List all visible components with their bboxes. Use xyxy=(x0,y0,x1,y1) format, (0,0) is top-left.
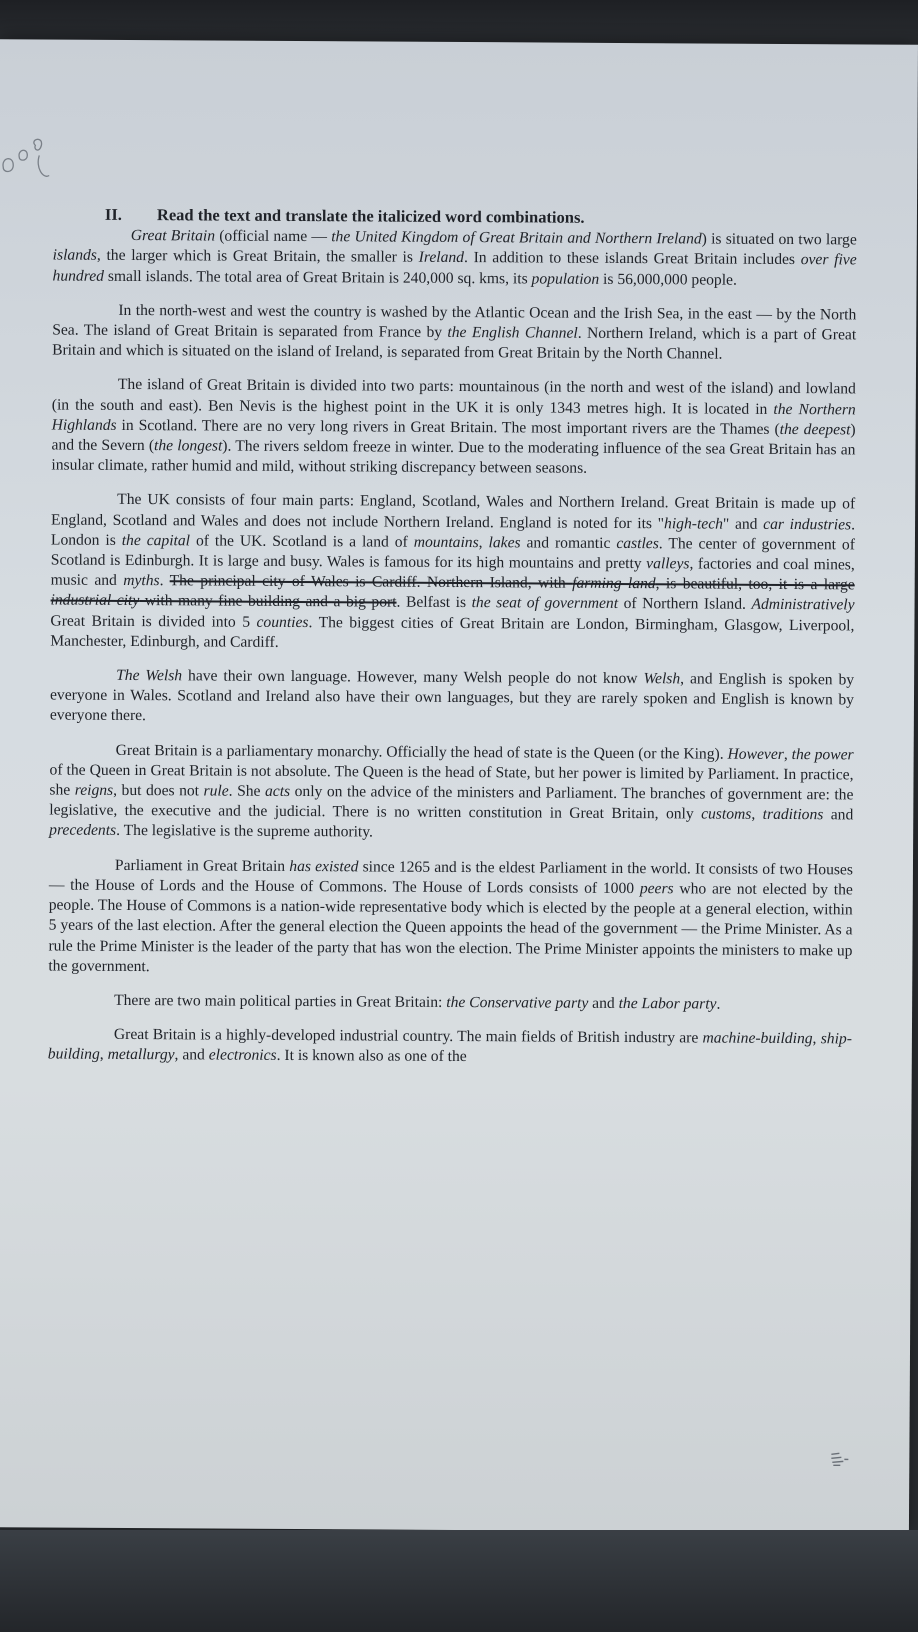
text-run: . In addition to these islands Great Britain includes xyxy=(463,249,801,269)
text-run: the Labor party xyxy=(618,994,717,1013)
text-run: since 1265 and is the eldest Parliament in the world. It consists of two Houses — the House of Lords and the House of Commons. The House of Lords consists of 1000 xyxy=(48,858,854,898)
text-run: rule xyxy=(203,782,229,800)
text-run: have their own language. However, many Welsh people do not know xyxy=(182,667,644,688)
text-run: . Northern Ireland, which is a part of Great Britain and which is situated on the island of Ireland, is separated from Great Britain by the North Channel. xyxy=(52,324,857,363)
text-run: . It is known also as one of the xyxy=(276,1047,467,1066)
text-run: " and xyxy=(722,515,764,533)
text-run: reigns xyxy=(74,781,114,799)
text-run: in Scotland. There are no very long rivers in Great Britain. The most important rivers are the Thames ( xyxy=(116,416,780,438)
text-run: Great Britain is divided into 5 xyxy=(50,612,257,631)
paragraph-p9 xyxy=(48,1025,852,1070)
text-run: metallurgy xyxy=(107,1046,175,1064)
text-run: electronics xyxy=(208,1046,277,1065)
text-run: castles xyxy=(616,534,659,553)
exercise-instruction: Read the text and translate the italicized word combinations. xyxy=(156,205,585,227)
scribble-mark-icon xyxy=(829,1450,849,1468)
paragraph-p4 xyxy=(50,490,855,657)
desk-surface xyxy=(0,1530,918,1632)
text-run: who are not elected by the people. The House of Commons is a nation-wide representative body which is elected by the people at a general election, within 5 years of the last election. After the general election the Queen appoints the head of the government — the Prime Minister. As a rule the Prime Minister is the leader of the party that has won the election. The Prime Minister appoints the ministers to make up the government. xyxy=(48,880,853,975)
text-run: . The biggest cities of Great Britain are London, Birmingham, Glasgow, Liverpool, Manchester, Edinburgh, and Cardiff. xyxy=(50,613,855,651)
text-run: , the larger which is Great Britain, the smaller is xyxy=(96,247,419,267)
text-run: acts xyxy=(264,782,291,801)
text-run: Great Britain is a highly-developed industrial country. The main fields of British industry are xyxy=(113,1026,703,1047)
text-run: The UK consists of four main parts: England, Scotland, Wales and Northern Ireland. Great Britain is made up of England, Scotland and Wales and does not include Northern Ireland. England is noted for its " xyxy=(51,491,856,532)
text-run: . The center of government of Scotland is Edinburgh. It is large and busy. Wales is famous for its high mountains and pretty xyxy=(50,535,855,573)
text-run: Great Britain xyxy=(130,227,216,245)
text-run: The island of Great Britain is divided into two parts: mountainous (in the north and west of the island) and lowland (in the south and east). Ben Nevis is the highest point in the UK it is only 1343 metres high. It is located in xyxy=(51,376,856,418)
text-run: islands xyxy=(52,246,97,265)
text-run: However xyxy=(727,745,784,763)
text-run: the Northern Highlands xyxy=(51,400,856,434)
text-run: mountains xyxy=(413,533,479,551)
text-run: . She xyxy=(228,782,266,800)
text-run: ship-building xyxy=(47,1030,852,1064)
text-run: over five hundred xyxy=(52,251,857,285)
text-run: ) is situated on two large xyxy=(701,230,857,249)
text-run: . xyxy=(716,995,721,1013)
text-run: In the north-west and west the country is washed by the Atlantic Ocean and the Irish Sea, in the east — by the North Sea. The island of Great Britain is separated from France by xyxy=(52,301,857,341)
text-run: peers xyxy=(639,880,674,898)
text-run: , factories and coal mines, music and xyxy=(50,555,855,590)
text-run: the power xyxy=(791,745,854,764)
text-run: counties xyxy=(256,613,309,631)
paragraph-p3 xyxy=(51,375,856,481)
text-run: lakes xyxy=(488,534,521,552)
text-run: The principal city of Wales is Cardiff. Northern Island, with xyxy=(169,572,573,592)
document-body xyxy=(48,205,857,1084)
text-run: with many fine building and a big port xyxy=(139,592,397,612)
paragraph-p5 xyxy=(50,666,854,732)
paper-sheet xyxy=(0,39,918,1533)
text-run: population xyxy=(531,270,600,288)
text-run: only on the advice of the ministers and Parliament. The branches of government are: the legislative, the executive and the judicial. There is no written constitution in Great Britain, only xyxy=(49,783,854,823)
text-run: , xyxy=(783,745,792,763)
paragraph-p7 xyxy=(48,855,853,981)
text-run: of the Queen in Great Britain is not absolute. The Queen is the head of State, but her power is limited by Parliament. In practice, she xyxy=(49,761,854,799)
text-run: The Welsh xyxy=(116,666,183,685)
text-run: the United Kingdom of Great Britain and Northern Ireland xyxy=(331,228,702,248)
text-run: machine-building xyxy=(702,1029,813,1048)
text-run: the Conservative party xyxy=(446,993,589,1012)
text-run: traditions xyxy=(762,806,824,824)
text-run: of the UK. Scotland is a land of xyxy=(190,532,414,551)
text-run: Ireland xyxy=(418,249,465,267)
text-run: . Belfast is xyxy=(396,594,472,612)
text-run: . xyxy=(159,572,170,590)
paragraph-p2 xyxy=(52,300,856,366)
text-run: and xyxy=(823,806,854,824)
text-run: the capital xyxy=(121,531,191,550)
text-run: (official name — xyxy=(214,227,332,246)
text-run: , xyxy=(99,1046,108,1064)
text-run: , but does not xyxy=(113,781,204,800)
paragraph-p1 xyxy=(52,226,856,292)
text-run: valleys xyxy=(646,555,690,573)
text-run: , and English is spoken by everyone in Wales. Scotland and Ireland also have their own languages, but they are rarely spoken and English is known by everyone there. xyxy=(49,670,855,725)
text-run: the seat of government xyxy=(471,594,619,613)
text-run: industrial city xyxy=(50,591,140,610)
text-run: ) and the Severn ( xyxy=(51,421,856,455)
paragraph-p8 xyxy=(48,990,852,1015)
text-run: farming land xyxy=(572,574,656,593)
text-run: customs xyxy=(701,805,752,824)
text-run: , and xyxy=(174,1046,209,1064)
handwritten-margin-mark xyxy=(0,127,69,197)
text-run: . London is xyxy=(50,516,856,549)
text-run: and romantic xyxy=(520,534,617,552)
text-run: Great Britain is a parliamentary monarchy. Officially the head of state is the Queen (or the King). xyxy=(115,741,728,763)
text-run: , is beautiful, too, it is a large xyxy=(655,575,855,594)
text-run: high-tech xyxy=(664,514,724,533)
text-run: Parliament in Great Britain xyxy=(114,856,290,875)
text-run: the longest xyxy=(154,437,223,455)
text-run: small islands. The total area of Great Britain is 240,000 sq. kms, its xyxy=(103,267,532,288)
text-run: is 56,000,000 people. xyxy=(599,270,737,289)
paragraph-p6 xyxy=(49,740,854,846)
text-run: the deepest xyxy=(779,420,851,439)
text-run: and xyxy=(588,994,619,1012)
text-run: . The legislative is the supreme authority. xyxy=(116,822,374,841)
text-run: , xyxy=(812,1030,821,1048)
text-run: There are two main political parties in Great Britain: xyxy=(114,991,447,1011)
exercise-number: II. xyxy=(104,204,122,224)
text-run: , xyxy=(478,533,489,552)
text-run: precedents xyxy=(49,821,117,840)
text-run: myths xyxy=(123,572,160,590)
text-run: has existed xyxy=(289,857,359,876)
text-run: of Northern Island. xyxy=(618,595,752,614)
text-run: Welsh xyxy=(643,670,681,688)
text-run: , xyxy=(751,806,763,824)
text-run: Administratively xyxy=(751,596,855,614)
text-run: the English Channel xyxy=(447,323,578,342)
text-run: ). The rivers seldom freeze in winter. Due to the moderating influence of the sea Great Britain has an insular climate, rather humid and mild, without striking discrepancy between seasons. xyxy=(51,437,856,478)
text-run: car industries xyxy=(763,515,852,534)
